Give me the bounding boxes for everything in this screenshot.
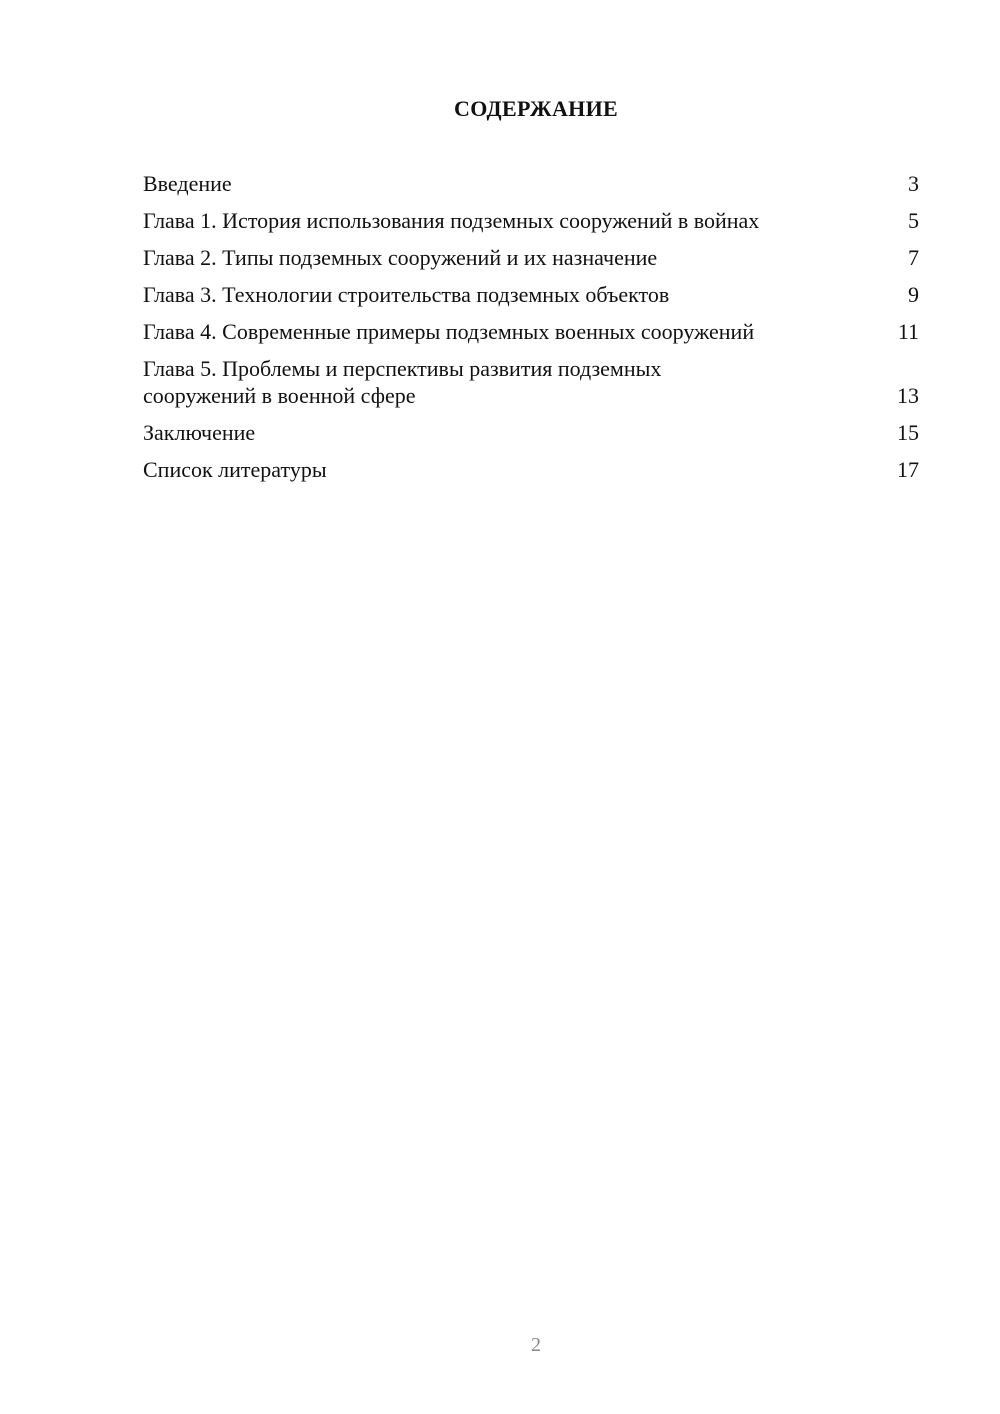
toc-item-chapter-2 (143, 244, 919, 271)
page-title: СОДЕРЖАНИЕ (454, 96, 618, 121)
toc-page-number: 7 (908, 245, 919, 270)
toc-page-number: 3 (908, 171, 919, 196)
toc-item-chapter-3 (143, 281, 919, 308)
toc-item-introduction (143, 170, 919, 197)
toc-item-conclusion (143, 419, 919, 446)
toc-entry-label: Глава 1. История использования подземных сооружений в войнах (143, 208, 760, 233)
toc-item-chapter-5 (143, 355, 919, 409)
table-of-contents (143, 170, 919, 493)
toc-item-chapter-1 (143, 207, 919, 234)
toc-entry-label: Глава 3. Технологии строительства подземных объектов (143, 282, 670, 307)
toc-page-number: 9 (908, 282, 919, 307)
footer-page-number: 2 (531, 1334, 541, 1356)
toc-item-references (143, 456, 919, 483)
toc-page-number: 5 (908, 208, 919, 233)
toc-page-number: 11 (897, 319, 919, 344)
toc-page-number: 15 (897, 420, 919, 445)
toc-page-number: 13 (897, 383, 919, 408)
toc-entry-label: Список литературы (143, 457, 327, 482)
toc-item-chapter-4 (143, 318, 919, 345)
toc-entry-label: Глава 4. Современные примеры подземных военных сооружений (143, 319, 755, 344)
toc-entry-label: Заключение (143, 420, 256, 445)
toc-entry-label: Введение (143, 171, 232, 196)
toc-page-number: 17 (897, 457, 919, 482)
toc-entry-label: Глава 5. Проблемы и перспективы развития подземных сооружений в военной сфере (143, 356, 662, 408)
toc-entry-label: Глава 2. Типы подземных сооружений и их назначение (143, 245, 658, 270)
